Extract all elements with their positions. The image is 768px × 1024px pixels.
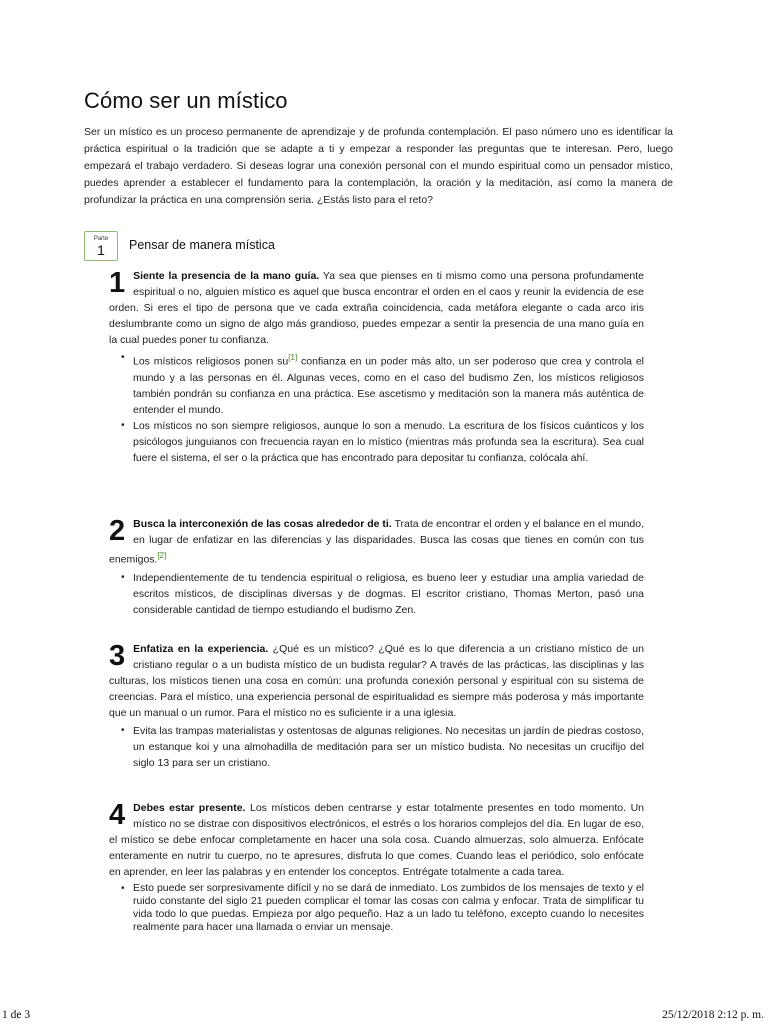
step-number: 1: [109, 267, 126, 299]
step-3: [109, 641, 644, 771]
step-heading: Enfatiza en la experiencia.: [133, 643, 269, 655]
intro-paragraph: Ser un místico es un proceso permanente de aprendizaje y de profunda contemplación. El paso número uno es identificar la práctica espiritual o la tradición que se adapte a ti y empezar a responder las preguntas que te interesan. Pero, luego empezará el trabajo verdadero. Si deseas lograr una conexión personal con el mundo espiritual como un pensador místico, puedes aprender a establecer el fundamento para la contemplación, la oración y la meditación, así como la manera de profundizar la práctica en una comprensión seria. ¿Estás listo para el reto?: [84, 126, 673, 206]
bullet-dot-icon: •: [121, 571, 125, 583]
step-body: Los místicos deben centrarse y estar totalmente presentes en todo momento. Un místico no se distrae con dispositivos electrónicos, el estrés o los horarios complejos del día. En lugar de eso, el místico se debe enfocar completamente en hacer una sola cosa. Cuando almuerzas, solo almuerza. Enfócate enteramente en nutrir tu cuerpo, no te apresures, disfruta lo que comes. Cuando leas el periódico, solo enfócate en aprender, en leer las palabras y en entender los conceptos. Entrégate totalmente a cada tarea.: [109, 802, 644, 878]
step-number: 3: [109, 640, 126, 672]
part-label: Parte: [93, 236, 109, 242]
step-4: [109, 800, 644, 934]
step-2: [109, 516, 644, 618]
bullet-text: Esto puede ser sorpresivamente difícil y no se dará de inmediato. Los zumbidos de los mensajes de texto y el ruido constante del siglo 21 pueden complicar el tomar las cosas con calma y enfocar. Trata de simplificar tu vida todo lo que puedas. Empieza por algo pequeño. Haz a un lado tu teléfono, excepto cuando lo necesites realmente para hacer una llamada o enviar un mensaje.: [133, 882, 644, 933]
bullet-dot-icon: •: [121, 725, 125, 736]
bullet-text: confianza en un poder más alto, un ser poderoso que crea y controla el mundo y a las personas en él. Algunas veces, como en el caso del budismo Zen, los místicos religiosos también pondrán su confianza en una práctica. Ese ascetismo y meditación son la manera más auténtica de entender el mundo.: [133, 355, 644, 416]
part-title: Pensar de manera mística: [129, 238, 275, 252]
bullet-list: [109, 350, 644, 466]
page-counter: 1 de 3: [2, 1009, 31, 1021]
bullet-text: Los místicos religiosos ponen su: [133, 355, 289, 368]
step-body: Trata de encontrar el orden y el balance en el mundo, en lugar de enfatizar en las diferencias y las disparidades. Busca las cosas que tienes en común con tus enemigos.: [109, 518, 644, 566]
list-item: [121, 882, 644, 934]
bullet-text: Los místicos no son siempre religiosos, aunque lo son a menudo. La escritura de los físicos cuánticos y los psicólogos junguianos con frecuencia rayan en lo místico (mientras más profunda sea la escritura). Sea cual fuere el sistema, el ser o la práctica que has encontrado para depositar tu confianza, colócala ahí.: [133, 419, 644, 464]
step-heading: Debes estar presente.: [133, 802, 246, 814]
step-number: 2: [109, 515, 126, 547]
list-item: [121, 350, 644, 418]
bullet-text: Evita las trampas materialistas y ostentosas de algunas religiones. No necesitas un jardín de piedras costoso, un estanque koi y una almohadilla de meditación para ser un místico budista. No necesitas un crucifijo del siglo 13 para ser un cristiano.: [133, 725, 644, 769]
bullet-list: [109, 882, 644, 934]
step-text: [109, 268, 644, 348]
bullet-list: [109, 723, 644, 771]
reference-link[interactable]: [1]: [288, 353, 298, 362]
page-title: Cómo ser un místico: [84, 88, 288, 113]
step-text: [109, 800, 644, 880]
list-item: [121, 570, 644, 618]
step-body: ¿Qué es un místico? ¿Qué es lo que diferencia a un cristiano místico de un cristiano regular o a un budista místico de un budista regular? A través de las prácticas, las disciplinas y las culturas, los místicos tienen una cosa en común: una profunda conexión personal y espiritual con su sistema de creencias. Para el místico, una experiencia personal de espiritualidad es siempre más poderosa y más importante que un manual o un rumor. Para el místico no es suficiente ir a una iglesia.: [109, 643, 644, 719]
bullet-dot-icon: •: [121, 883, 125, 894]
step-heading: Siente la presencia de la mano guía.: [133, 270, 320, 282]
bullet-text: Independientemente de tu tendencia espiritual o religiosa, es bueno leer y estudiar una amplia variedad de escritos místicos, de disciplinas diversas y de dogmas. El escritor cristiano, Thomas Merton, pasó una considerable cantidad de tiempo estudiando el budismo Zen.: [133, 571, 644, 616]
list-item: [121, 418, 644, 466]
part-number: 1: [97, 242, 105, 258]
list-item: [121, 723, 644, 771]
step-body: Ya sea que pienses en ti mismo como una persona profundamente espiritual o no, alguien místico es aquel que busca encontrar el orden en el caos y reunir la evidencia de ese orden. Si eres el tipo de persona que ve cada extraña coincidencia, cada metáfora elegante o cada arco iris deslumbrante como un signo de algo más grandioso, puedes empezar a sentir la presencia de una mano guía en la cual puedes poner tu confianza.: [109, 270, 644, 346]
step-number: 4: [109, 799, 126, 831]
reference-link[interactable]: [2]: [157, 551, 167, 560]
step-heading: Busca la interconexión de las cosas alrededor de ti.: [133, 518, 392, 530]
part-badge: [84, 231, 118, 261]
bullet-list: [109, 570, 644, 618]
print-datetime: 25/12/2018 2:12 p. m.: [662, 1009, 764, 1021]
bullet-dot-icon: •: [121, 352, 125, 363]
step-text: [109, 641, 644, 721]
step-text: [109, 516, 644, 568]
step-1: [109, 268, 644, 466]
bullet-dot-icon: •: [121, 419, 125, 431]
